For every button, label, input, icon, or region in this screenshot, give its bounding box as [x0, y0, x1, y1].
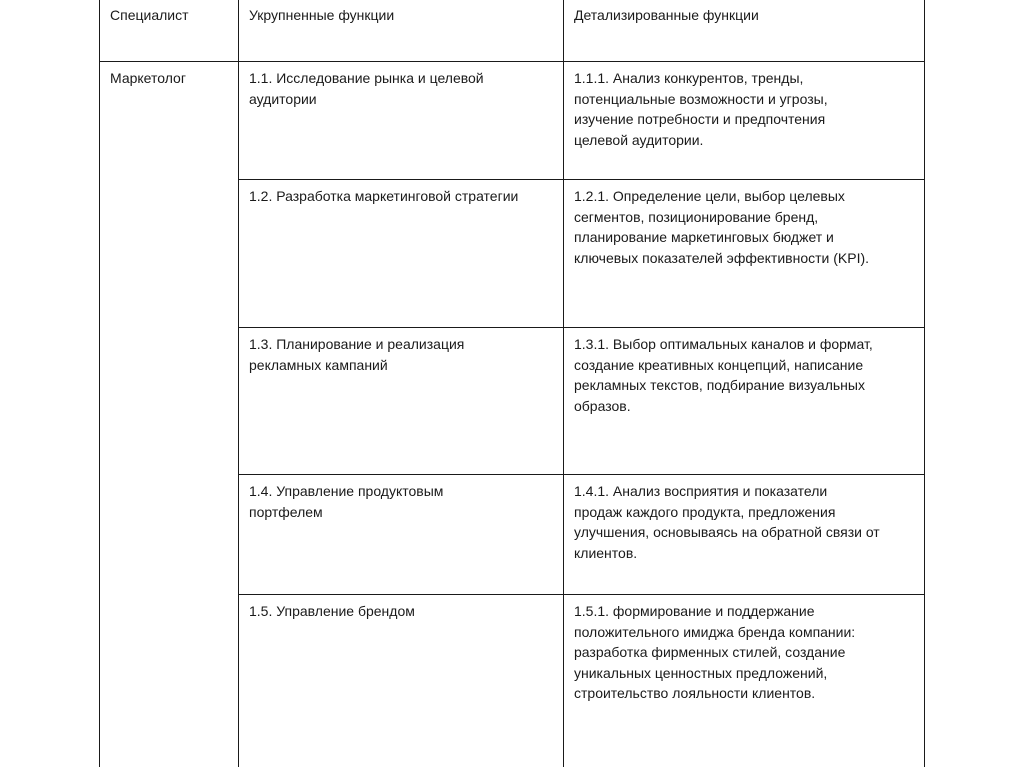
header-enlarged-functions: Укрупненные функции	[239, 0, 564, 62]
detailed-function-cell: 1.2.1. Определение цели, выбор целевых сегментов, позиционирование бренд, планирование маркетинговых бюджет и ключевых показателей эффективности (KPI).	[564, 180, 925, 328]
detailed-function-cell: 1.1.1. Анализ конкурентов, тренды, потенциальные возможности и угрозы, изучение потребности и предпочтения целевой аудитории.	[564, 62, 925, 180]
table-row	[100, 62, 925, 180]
specialist-cell: Маркетолог	[100, 62, 239, 767]
enlarged-function-cell: 1.3. Планирование и реализация рекламных кампаний	[239, 328, 564, 475]
header-specialist: Специалист	[100, 0, 239, 62]
enlarged-function-cell: 1.1. Исследование рынка и целевой аудитории	[239, 62, 564, 180]
enlarged-function-cell: 1.2. Разработка маркетинговой стратегии	[239, 180, 564, 328]
detailed-function-cell: 1.3.1. Выбор оптимальных каналов и формат, создание креативных концепций, написание рекламных текстов, подбирание визуальных образов.	[564, 328, 925, 475]
header-detailed-functions: Детализированные функции	[564, 0, 925, 62]
enlarged-function-cell: 1.4. Управление продуктовым портфелем	[239, 475, 564, 595]
detailed-function-cell: 1.5.1. формирование и поддержание положительного имиджа бренда компании: разработка фирменных стилей, создание уникальных ценностных предложений, строительство лояльности клиентов.	[564, 595, 925, 767]
table-header-row	[100, 0, 925, 62]
functions-table	[99, 0, 925, 767]
enlarged-function-cell: 1.5. Управление брендом	[239, 595, 564, 767]
detailed-function-cell: 1.4.1. Анализ восприятия и показатели продаж каждого продукта, предложения улучшения, основываясь на обратной связи от клиентов.	[564, 475, 925, 595]
